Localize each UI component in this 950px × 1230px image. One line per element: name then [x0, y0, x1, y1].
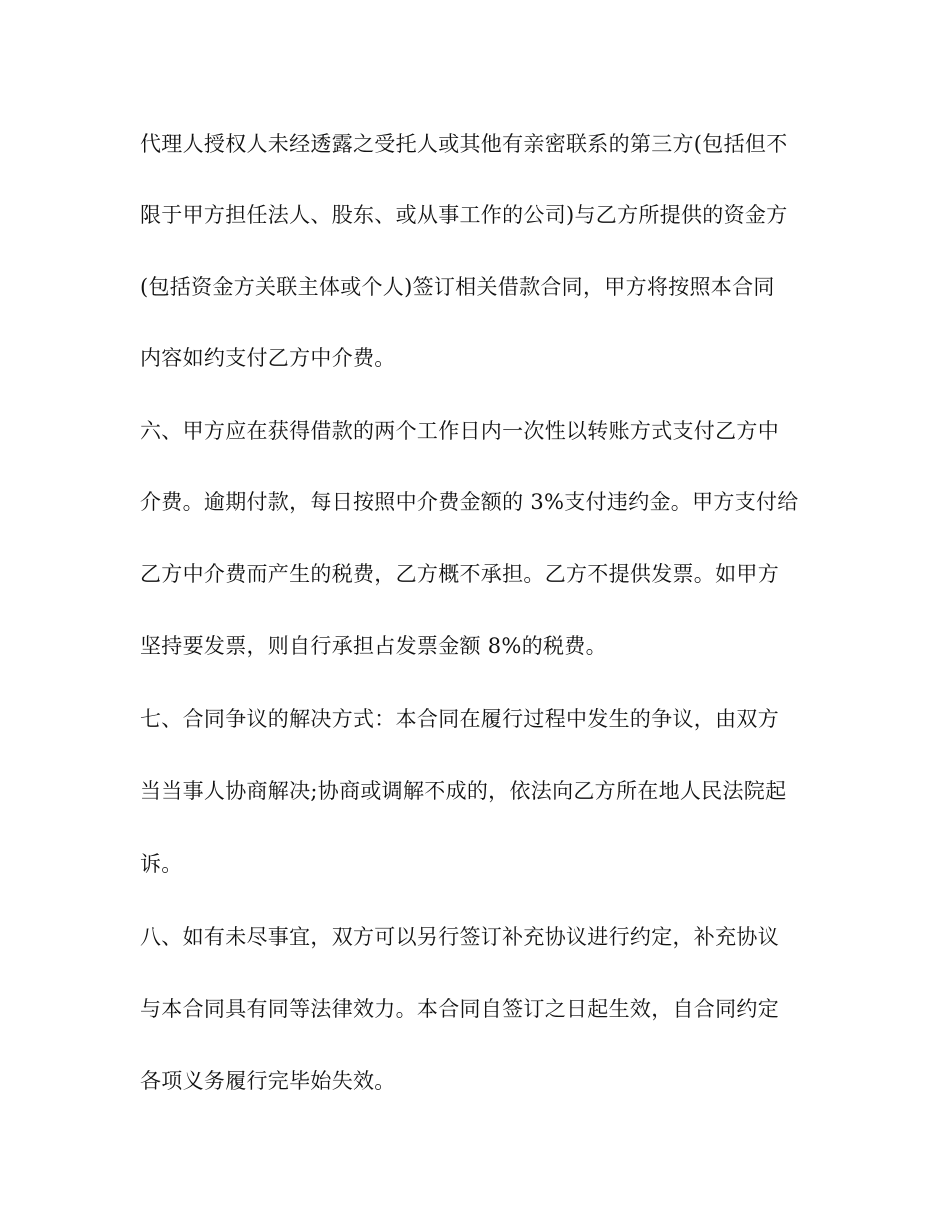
text-line: 乙方中介费而产生的税费，乙方概不承担。乙方不提供发票。如甲方: [140, 562, 779, 586]
text-line: 六、甲方应在获得借款的两个工作日内一次性以转账方式支付乙方中: [140, 419, 779, 443]
text-line: 各项义务履行完毕始失效。: [140, 1069, 396, 1093]
text-line: 当当事人协商解决;协商或调解不成的，依法向乙方所在地人民法院起: [140, 779, 787, 803]
text-line: 八、如有未尽事宜，双方可以另行签订补充协议进行约定，补充协议: [140, 925, 779, 949]
text-line: 限于甲方担任法人、股东、或从事工作的公司)与乙方所提供的资金方: [140, 203, 788, 227]
text-line: 内容如约支付乙方中介费。: [140, 346, 396, 370]
text-line: 介费。逾期付款，每日按照中介费金额的 3%支付违约金。甲方支付给: [140, 490, 799, 514]
text-line: 坚持要发票，则自行承担占发票金额 8%的税费。: [140, 634, 607, 658]
text-line: 代理人授权人未经透露之受托人或其他有亲密联系的第三方(包括但不: [140, 132, 788, 156]
text-line: 与本合同具有同等法律效力。本合同自签订之日起生效，自合同约定: [140, 997, 779, 1021]
text-line: 诉。: [140, 852, 183, 876]
text-line: 七、合同争议的解决方式：本合同在履行过程中发生的争议，由双方: [140, 707, 779, 731]
text-line: (包括资金方关联主体或个人)签订相关借款合同，甲方将按照本合同: [140, 275, 775, 299]
